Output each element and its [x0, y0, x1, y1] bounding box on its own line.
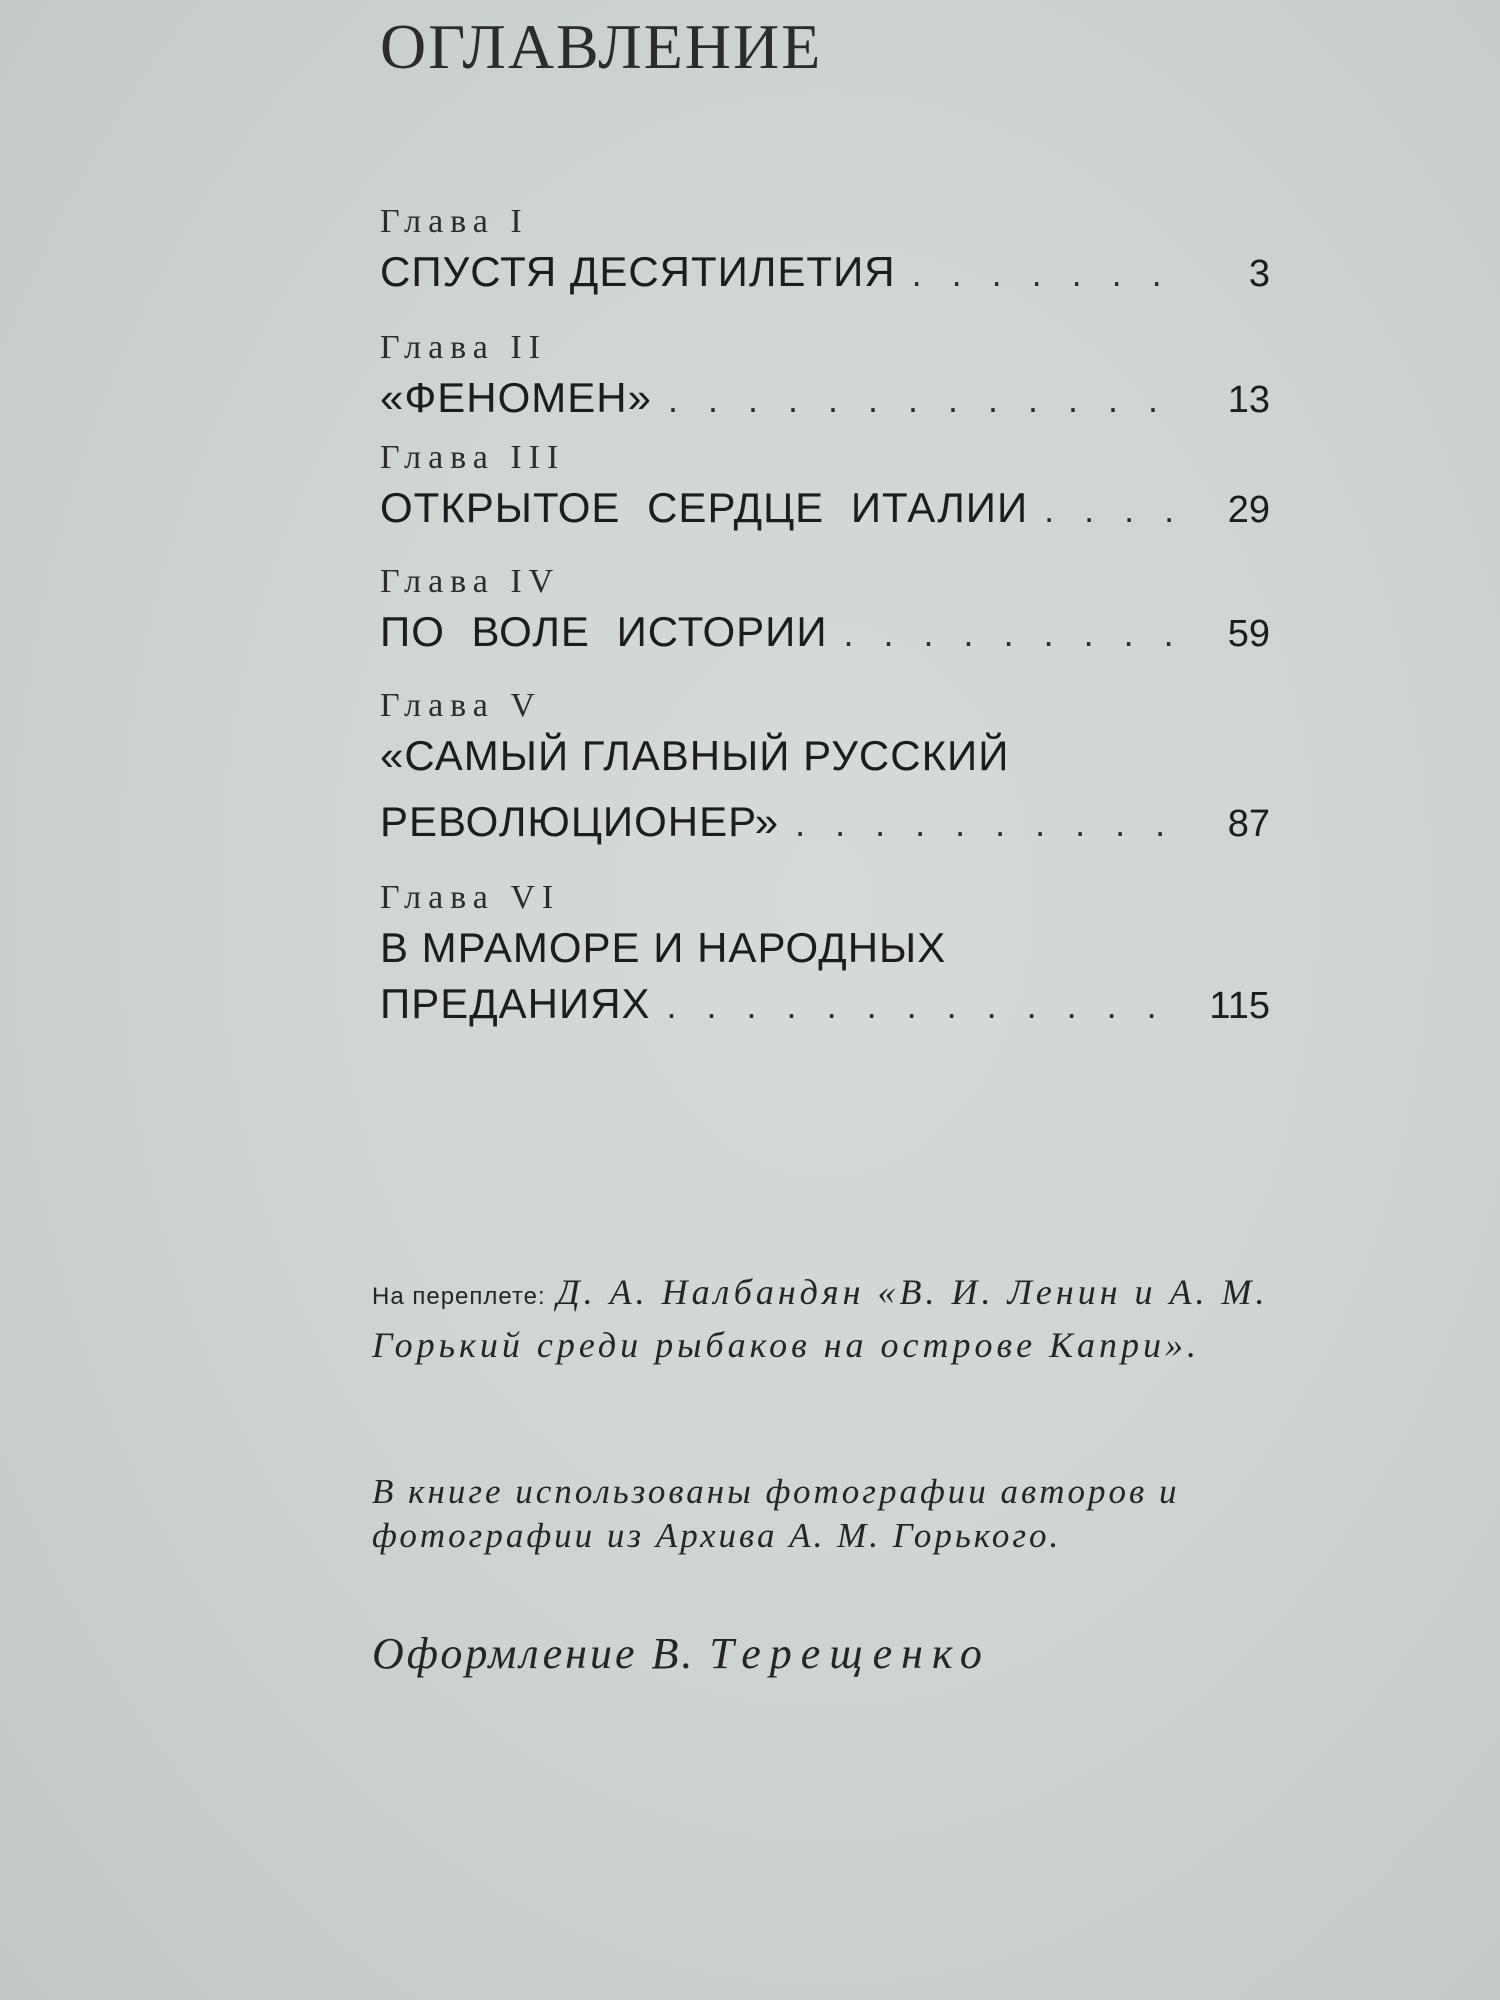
chapter-label: Глава III	[380, 439, 566, 476]
chapter-title: РЕВОЛЮЦИОНЕР»	[380, 798, 780, 845]
page-number: 3	[1248, 253, 1270, 295]
toc-chapter-1	[380, 200, 1270, 300]
page-number: 87	[1227, 803, 1270, 845]
toc-entry-row	[380, 244, 1270, 300]
dot-leader	[828, 613, 1180, 655]
chapter-label: Глава I	[380, 203, 529, 240]
design-note	[372, 1628, 1272, 1679]
dot-leader	[779, 803, 1180, 845]
page-number: 29	[1227, 489, 1270, 531]
chapter-title-line: «САМЫЙ ГЛАВНЫЙ РУССКИЙ	[380, 732, 1010, 779]
toc-chapter-3	[380, 436, 1270, 536]
toc-chapter-2	[380, 326, 1270, 426]
dot-leader	[652, 379, 1180, 421]
toc-entry-row	[380, 604, 1270, 660]
page-number: 13	[1227, 379, 1270, 421]
designer-name: Терещенко	[709, 1629, 991, 1678]
dot-leader	[651, 985, 1180, 1027]
toc-entry-row	[380, 976, 1270, 1032]
chapter-title: «ФЕНОМЕН»	[380, 374, 652, 421]
binding-note	[372, 1268, 1272, 1369]
chapter-title: ПРЕДАНИЯХ	[380, 980, 651, 1027]
toc-entry-row	[380, 370, 1270, 426]
binding-note-lead: На переплете:	[372, 1283, 546, 1310]
binding-note-text: Д. А. Налбандян «В. И. Ленин и А. М. Горький среди рыбаков на острове Капри».	[372, 1272, 1269, 1365]
chapter-title: ОТКРЫТОЕ СЕРДЦЕ ИТАЛИИ	[380, 484, 1029, 531]
chapter-title: СПУСТЯ ДЕСЯТИЛЕТИЯ	[380, 248, 896, 295]
toc-chapter-4	[380, 560, 1270, 660]
design-note-lead: Оформление В.	[372, 1629, 696, 1678]
chapter-label: Глава V	[380, 687, 542, 724]
toc-entry-row	[380, 794, 1270, 850]
page-number: 59	[1227, 613, 1270, 655]
page-title: ОГЛАВЛЕНИЕ	[380, 11, 823, 82]
photos-note: В книге использованы фотографии авторов и фотографии из Архива А. М. Горького.	[372, 1472, 1180, 1555]
page-number: 115	[1209, 985, 1270, 1027]
chapter-label: Глава II	[380, 329, 547, 366]
chapter-title-line: В МРАМОРЕ И НАРОДНЫХ	[380, 924, 947, 971]
chapter-label: Глава IV	[380, 563, 561, 600]
chapter-label: Глава VI	[380, 879, 561, 916]
dot-leader	[896, 253, 1180, 295]
toc-chapter-6	[380, 876, 1270, 1032]
dot-leader	[1028, 489, 1180, 531]
toc-entry-row	[380, 480, 1270, 536]
toc-chapter-5	[380, 684, 1270, 850]
chapter-title: ПО ВОЛЕ ИСТОРИИ	[380, 608, 828, 655]
